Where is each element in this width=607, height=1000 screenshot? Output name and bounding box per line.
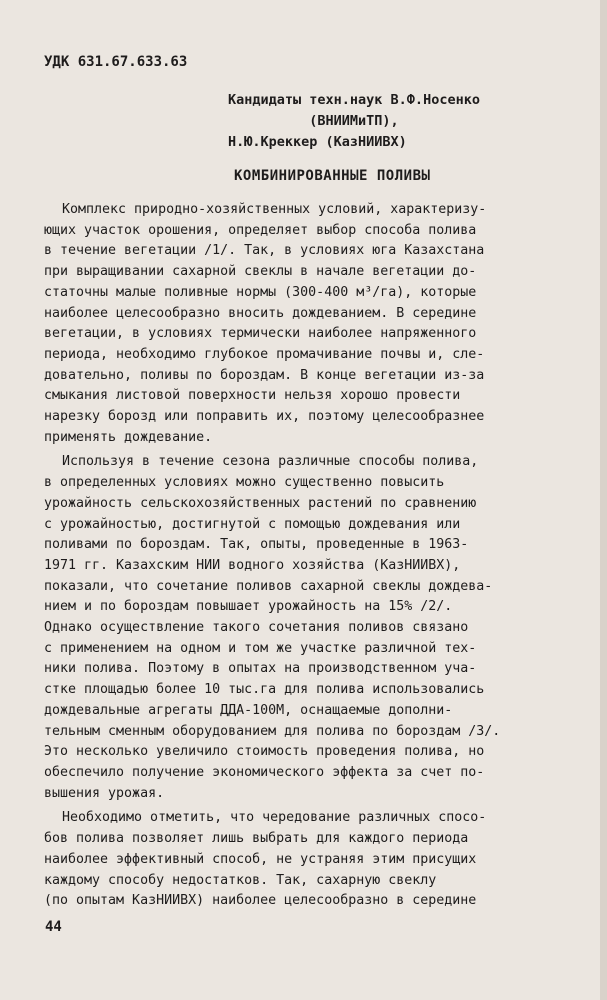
text-line: наиболее эффективный способ, не устраняя этим присущих bbox=[44, 851, 477, 867]
article-title: КОМБИНИРОВАННЫЕ ПОЛИВЫ bbox=[234, 168, 431, 184]
text-line: Необходимо отметить, что чередование различных спосо- bbox=[62, 810, 487, 826]
text-line: с применением на одном и том же участке различной тех- bbox=[44, 640, 477, 656]
text-line: наиболее целесообразно вносить дождеванием. В середине bbox=[44, 305, 477, 321]
text-line: ющих участок орошения, определяет выбор способа полива bbox=[44, 222, 477, 238]
page-edge bbox=[600, 0, 607, 1000]
text-line: дождевальные агрегаты ДДА-100М, оснащаемые дополни- bbox=[44, 702, 453, 718]
text-line: поливами по бороздам. Так, опыты, проведенные в 1963- bbox=[44, 537, 469, 553]
text-line: статочны малые поливные нормы (300-400 м³/га), которые bbox=[44, 284, 477, 300]
text-line: смыкания листовой поверхности нельзя хорошо провести bbox=[44, 388, 461, 404]
udk-code: УДК 631.67.633.63 bbox=[44, 54, 188, 70]
paragraph bbox=[44, 808, 584, 912]
text-line: в течение вегетации /1/. Так, в условиях юга Казахстана bbox=[44, 243, 485, 259]
text-line: в определенных условиях можно существенно повысить bbox=[44, 475, 445, 491]
text-line: периода, необходимо глубокое промачивание почвы и, сле- bbox=[44, 346, 485, 362]
text-line: с урожайностью, достигнутой с помощью дождевания или bbox=[44, 516, 461, 532]
text-line: урожайность сельскохозяйственных растений по сравнению bbox=[44, 495, 477, 511]
text-line: Комплекс природно-хозяйственных условий, характеризу- bbox=[62, 202, 487, 217]
text-line: показали, что сочетание поливов сахарной свеклы дождева- bbox=[44, 578, 493, 594]
text-line: бов полива позволяет лишь выбрать для каждого периода bbox=[44, 831, 469, 847]
paragraph bbox=[44, 452, 584, 804]
text-line: каждому способу недостатков. Так, сахарную свеклу bbox=[44, 872, 437, 888]
text-line: обеспечило получение экономического эффекта за счет по- bbox=[44, 764, 485, 780]
text-line: довательно, поливы по бороздам. В конце вегетации из-за bbox=[44, 367, 485, 383]
text-line: нарезку борозд или поправить их, поэтому целесообразнее bbox=[44, 409, 485, 425]
author-line: Кандидаты техн.наук В.Ф.Носенко bbox=[228, 92, 480, 108]
text-line: вышения урожая. bbox=[44, 785, 165, 801]
text-line: при выращивании сахарной свеклы в начале вегетации до- bbox=[44, 264, 477, 280]
text-line: Это несколько увеличило стоимость проведения полива, но bbox=[44, 744, 485, 760]
authors-block bbox=[228, 90, 480, 153]
text-line: стке площадью более 10 тыс.га для полива использовались bbox=[44, 682, 485, 698]
text-line: вегетации, в условиях термически наиболее напряженного bbox=[44, 326, 477, 342]
text-line: 1971 гг. Казахским НИИ водного хозяйства (КазНИИВХ), bbox=[44, 557, 461, 573]
paragraph bbox=[44, 200, 584, 448]
text-line: тельным сменным оборудованием для полива по бороздам /3/. bbox=[44, 723, 501, 739]
author-line: (ВНИИМиТП), bbox=[228, 113, 399, 129]
text-line: ники полива. Поэтому в опытах на производственном уча- bbox=[44, 661, 477, 677]
article-body bbox=[44, 200, 584, 916]
text-line: Используя в течение сезона различные способы полива, bbox=[62, 454, 479, 470]
text-line: нием и по бороздам повышает урожайность на 15% /2/. bbox=[44, 599, 453, 615]
text-line: Однако осуществление такого сочетания поливов связано bbox=[44, 620, 469, 636]
author-line: Н.Ю.Креккер (КазНИИВХ) bbox=[228, 134, 407, 150]
page-number: 44 bbox=[45, 919, 62, 935]
text-line: применять дождевание. bbox=[44, 429, 213, 445]
text-line: (по опытам КазНИИВХ) наиболее целесообразно в середине bbox=[44, 893, 477, 909]
